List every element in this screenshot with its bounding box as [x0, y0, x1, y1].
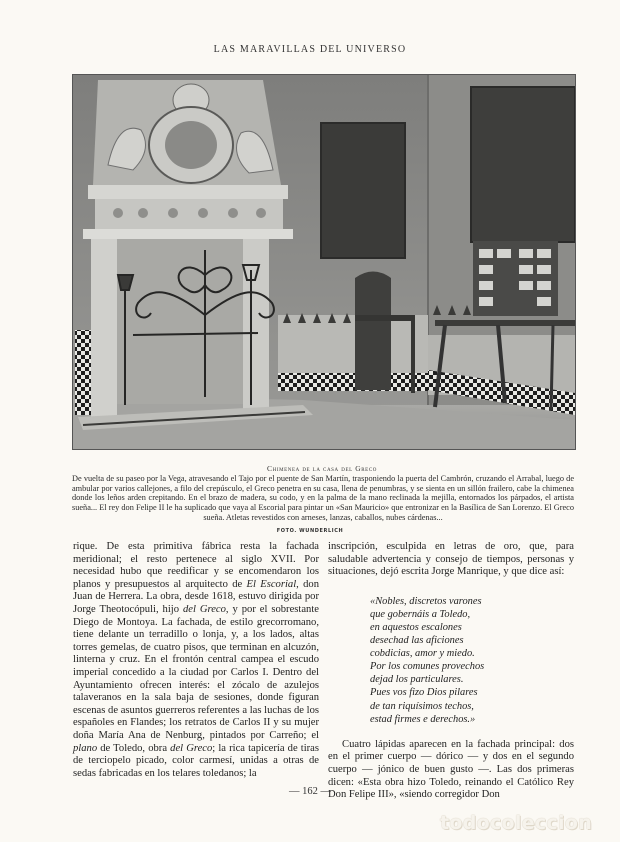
- poem-line: de tan riquísimos techos,: [370, 700, 474, 712]
- poem-jorge-manrique: [370, 595, 574, 726]
- italic-text: El Escorial: [246, 578, 297, 590]
- photo-credit: FOTO. WUNDERLICH: [276, 528, 344, 534]
- poem-line: que gobernáis a Toledo,: [370, 608, 471, 620]
- text-run: de Toledo, obra: [97, 742, 171, 754]
- text-run: , don Juan de Herrera. La obra, desde 1618, estuvo dirigida por Jorge Theotocópuli, hijo: [73, 578, 320, 615]
- poem-line: Pues vos fizo Dios pilares: [370, 687, 478, 699]
- poem-line: «Nobles, discretos varones: [370, 595, 482, 607]
- poem-line: cobdicias, amor y miedo.: [370, 648, 475, 660]
- italic-text: plano: [73, 742, 98, 754]
- italic-text: del Greco: [170, 742, 213, 754]
- running-head: LAS MARAVILLAS DEL UNIVERSO: [213, 44, 407, 55]
- paragraph-ayuntamiento: [73, 541, 319, 780]
- figure-caption-title: Chimenea de la casa del Greco: [267, 464, 377, 473]
- paragraph-lapidas: Cuatro lápidas aparecen en la fachada principal: dos en el primer cuerpo — dórico — y dos en el segundo cuerpo — jónico de buen gusto —. Las dos primeras dicen: «Esta obra hizo Toledo, reinando el Católico Rey Don Felipe III», «siendo corregidor Don: [328, 738, 574, 801]
- poem-line: en aquestos escalones: [370, 621, 462, 633]
- page-number: — 162 —: [289, 786, 331, 797]
- fireplace-photograph: [72, 74, 576, 450]
- figure-caption-text: De vuelta de su paseo por la Vega, atravesando el Tajo por el puente de San Martín, trasponiendo la puerta del Cambrón, cruzando el Arrabal, luego de ambular por varios callejones, a filo del crepúsculo, el Greco penetra en su casa, llena de penumbras, y se sienta en un sillón frailero, cabe la chimenea donde los leños arden crepitando. En el brazo de madera, su codo, y en la palma de la mano reclinada la mejilla, entornados los párpados, el artista sueña... El rey don Felipe II le ha suplicado que vaya al Escorial para pintar un «San Mauricio» que entronizar en la Basílica de San Lorenzo. El Greco sueña. Atletas revestidos con arneses, lanzas, caballos, nubes cárdenas...: [72, 474, 574, 522]
- body-column-right: [328, 541, 574, 802]
- poem-line: estad firmes e derechos.»: [370, 713, 476, 725]
- photo-illustration: [73, 75, 575, 449]
- poem-line: desechad las aficiones: [370, 635, 464, 647]
- watermark: todocoleccion: [440, 812, 593, 834]
- poem-line: dejad los particulares.: [370, 674, 464, 686]
- text-run: ; la rica tapicería de tiras de terciopelo picado, color carmesí, unidas a otras de sedas fabricadas en los telares toledanos; la: [73, 742, 320, 779]
- italic-text: del Greco: [182, 603, 226, 615]
- paragraph-inscription: inscripción, esculpida en letras de oro, que, para saludable advertencia y consejo de tiempos, personas y situaciones, dejó escrita Jorge Manrique, y que dice así:: [328, 541, 574, 578]
- poem-line: Por los comunes provechos: [370, 661, 485, 673]
- body-column-left: [73, 541, 319, 780]
- text-run: , y por el sobrestante Diego de Montoya. La fachada, de estilo grecorromano, tiene delante un terradillo o lonja, y, a los lados, altas torres gemelas, de cuatro pisos, que terminan en alcuzón, linterna y cruz. En el frontón central campea el escudo imperial concedido a la ciudad por Carlos I. Dentro del Ayuntamiento ofrecen interés: el zócalo de azulejos talaveranos en la sala baja de sesiones, donde figuran escenas de asuntos guerreros referentes a las luchas de los españoles en Flandes; los retratos de Carlos II y su mujer doña María Ana de Nenburg, pintados por Carreño; el: [73, 603, 320, 741]
- text-run: rique. De esta primitiva fábrica resta la fachada meridional; el resto pertenece al siglo XVII. Por necesidad hubo que reedificar y se encomendaron los planos y presupuestos al arquitecto de: [73, 541, 319, 590]
